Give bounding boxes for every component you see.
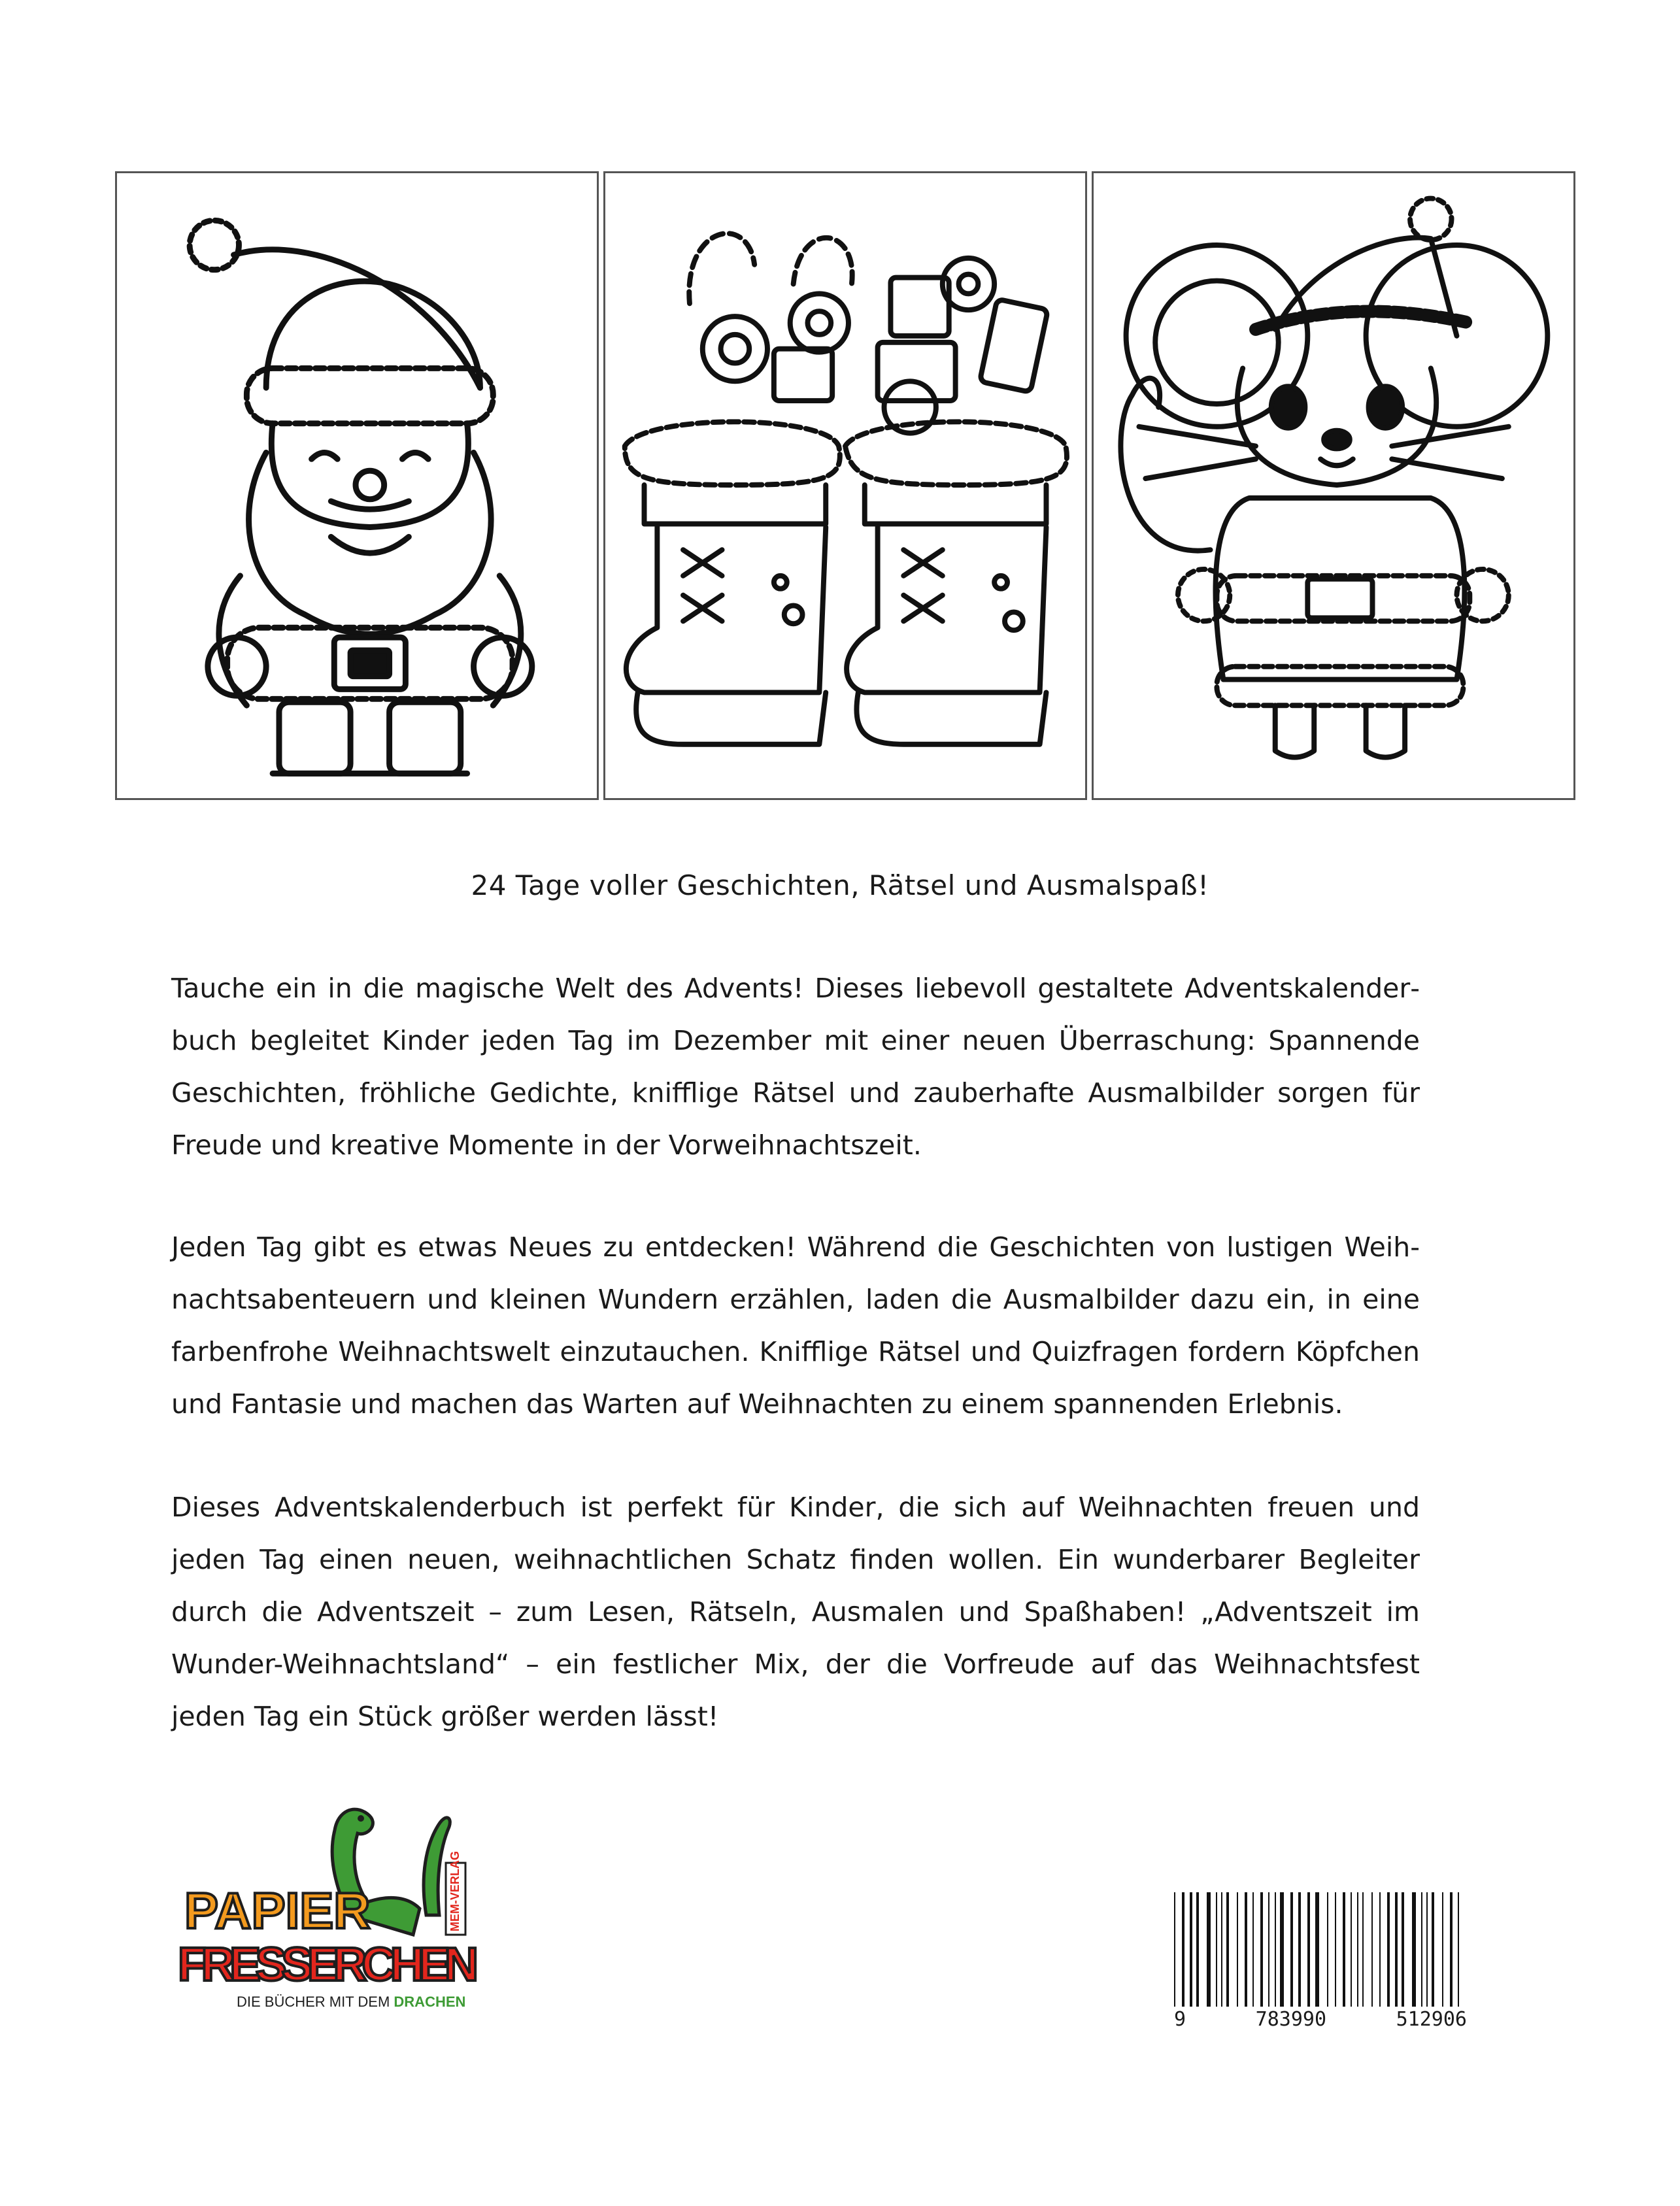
logo-slogan-highlight: DRACHEN bbox=[394, 1994, 466, 2010]
santa-illustration bbox=[115, 171, 599, 800]
barcode-bar bbox=[1237, 1892, 1238, 2007]
publisher-logo bbox=[171, 1784, 498, 2013]
description-paragraph-1: Tauche ein in die magische Welt des Advents! Dieses liebevoll gestaltete Adventskalenderbuch begleitet Kinder jeden Tag im Dezember mit einer neuen Überraschung: Spannende Geschichten, fröhliche Gedichte, knifflige Rätsel und zauberhafte Ausmalbilder sorgen für Freude und kreative Momente in der Vorweihnachtszeit. bbox=[171, 973, 1420, 1161]
santa-drawing bbox=[117, 173, 597, 798]
barcode-bar bbox=[1458, 1892, 1459, 2007]
barcode-bar bbox=[1432, 1892, 1434, 2007]
description-paragraph-3: Dieses Adventskalenderbuch ist perfekt für Kinder, die sich auf Weihnachten freuen und jeden Tag einen neuen, weihnachtlichen Schatz finden wollen. Ein wunderbarer Begleiter durch die Adventszeit – zum Lesen, Rätseln, Ausmalen und Spaßhaben! „Adventszeit im Wunder-Weihnachtsland“ – ein festlicher Mix, der die Vorfreude auf das Weihnachtsfest jeden Tag ein Stück größer werden lässt! bbox=[171, 1492, 1420, 1732]
barcode-bar bbox=[1268, 1892, 1269, 2007]
logo-slogan-prefix: DIE BÜCHER MIT DEM bbox=[237, 1994, 390, 2010]
barcode-bar bbox=[1298, 1892, 1301, 2007]
barcode-bar bbox=[1221, 1892, 1222, 2007]
barcode-bar bbox=[1362, 1892, 1364, 2007]
barcode-bar bbox=[1260, 1892, 1263, 2007]
barcode-bar bbox=[1412, 1892, 1416, 2007]
barcode-bar bbox=[1357, 1892, 1358, 2007]
barcode-bar bbox=[1216, 1892, 1217, 2007]
barcode-bar bbox=[1196, 1892, 1199, 2007]
barcode-bar bbox=[1307, 1892, 1310, 2007]
barcode-digit-group-3: 512906 bbox=[1396, 2008, 1467, 2031]
barcode-bar bbox=[1252, 1892, 1254, 2007]
barcode-bar bbox=[1379, 1892, 1381, 2007]
barcode-digit-group-2: 783990 bbox=[1255, 2008, 1327, 2031]
barcode-bar bbox=[1245, 1892, 1247, 2007]
logo-line1: PAPIER bbox=[184, 1882, 371, 1939]
barcode-bar bbox=[1290, 1892, 1293, 2007]
mouse-drawing bbox=[1094, 173, 1573, 798]
barcode-bar bbox=[1421, 1892, 1422, 2007]
barcode-bar bbox=[1426, 1892, 1428, 2007]
barcode-bar bbox=[1402, 1892, 1404, 2007]
barcode-bar bbox=[1442, 1892, 1443, 2007]
barcode-bar bbox=[1315, 1892, 1319, 2007]
logo-line2: FRESSERCHEN bbox=[178, 1939, 479, 1991]
barcode-bar bbox=[1207, 1892, 1211, 2007]
barcode-bar bbox=[1182, 1892, 1184, 2007]
barcode-bar bbox=[1371, 1892, 1373, 2007]
barcode-bar bbox=[1226, 1892, 1229, 2007]
barcode-bar bbox=[1280, 1892, 1284, 2007]
barcode-bar bbox=[1351, 1892, 1352, 2007]
barcode-bar bbox=[1327, 1892, 1328, 2007]
barcode-digit-group-1: 9 bbox=[1174, 2008, 1186, 2031]
barcode-bar bbox=[1174, 1892, 1175, 2007]
barcode-bar bbox=[1450, 1892, 1453, 2007]
barcode-bar bbox=[1190, 1892, 1192, 2007]
barcode-digits bbox=[1170, 2008, 1471, 2031]
description-paragraph-2: Jeden Tag gibt es etwas Neues zu entdecken! Während die Geschichten von lustigen Weihnachtsabenteuern und kleinen Wundern erzählen, laden die Ausmalbilder dazu ein, in eine farbenfrohe Weihnachtswelt einzutauchen. Knifflige Rätsel und Quizfragen fordern Köpfchen und Fantasie und machen das Warten auf Weihnachten zu einem spannenden Erlebnis. bbox=[171, 1231, 1420, 1420]
dragon-logo bbox=[171, 1784, 498, 2013]
barcode-bar bbox=[1387, 1892, 1390, 2007]
isbn-barcode bbox=[1170, 1892, 1471, 2030]
barcode-bar bbox=[1335, 1892, 1336, 2007]
mouse-illustration bbox=[1092, 171, 1575, 800]
logo-slogan bbox=[237, 1994, 465, 2010]
barcode-bar bbox=[1275, 1892, 1276, 2007]
barcode-bar bbox=[1343, 1892, 1345, 2007]
side-label: MEM-VERLAG bbox=[448, 1851, 462, 1931]
barcode-bars bbox=[1170, 1892, 1471, 2007]
boots-drawing bbox=[605, 173, 1085, 798]
tagline: 24 Tage voller Geschichten, Rätsel und Ausmalspaß! bbox=[471, 869, 1209, 901]
boots-illustration bbox=[603, 171, 1087, 800]
barcode-bar bbox=[1395, 1892, 1398, 2007]
